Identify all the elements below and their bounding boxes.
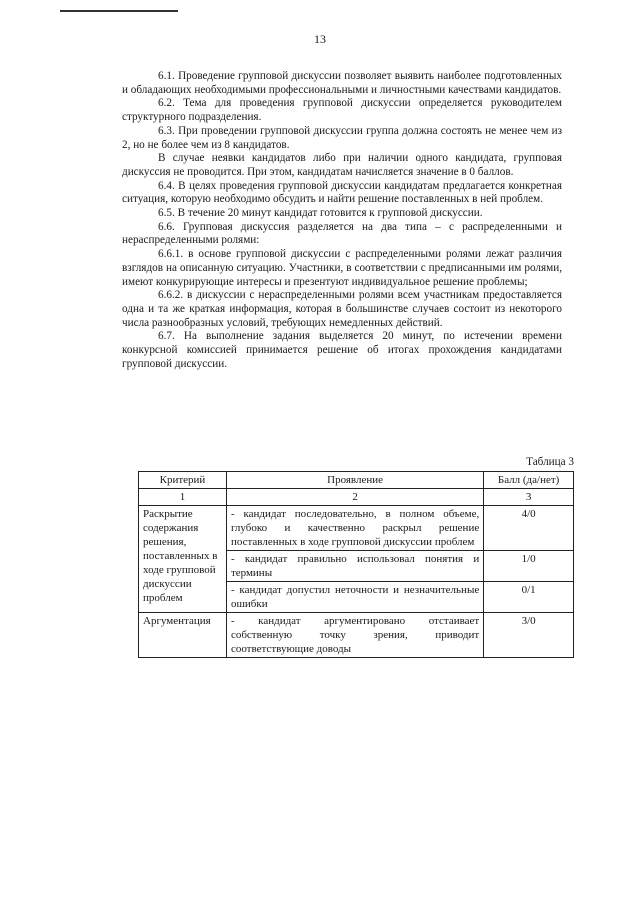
paragraph-6-6: 6.6. Групповая дискуссия разделяется на два типа – с распределенными и нераспределенными ролями:	[122, 220, 562, 247]
paragraph-6-3: 6.3. При проведении групповой дискуссии группа должна состоять не менее чем из 2, но не более чем из 8 кандидатов.	[122, 124, 562, 151]
top-rule	[60, 10, 178, 12]
table-header-row	[139, 472, 574, 489]
criterion-cell: Аргументация	[139, 613, 227, 658]
criteria-table	[138, 471, 574, 658]
manifestation-cell: - кандидат последовательно, в полном объеме, глубоко и качественно раскрыл решение поставленных в ходе групповой дискуссии проблем	[226, 506, 483, 551]
score-cell: 4/0	[484, 506, 574, 551]
score-cell: 1/0	[484, 551, 574, 582]
page-number: 13	[314, 32, 326, 46]
table-column-numbers-row	[139, 489, 574, 506]
column-number: 2	[226, 489, 483, 506]
table-row	[139, 613, 574, 658]
body-text	[122, 70, 562, 371]
manifestation-cell: - кандидат допустил неточности и незначительные ошибки	[226, 582, 483, 613]
header-manifestation: Проявление	[226, 472, 483, 489]
column-number: 1	[139, 489, 227, 506]
score-cell: 3/0	[484, 613, 574, 658]
paragraph-6-7: 6.7. На выполнение задания выделяется 20 минут, по истечении времени конкурсной комиссией принимается решение об итогах прохождения кандидатами групповой дискуссии.	[122, 330, 562, 370]
table-caption: Таблица 3	[526, 456, 574, 468]
manifestation-cell: - кандидат правильно использовал понятия и термины	[226, 551, 483, 582]
paragraph-6-3-note: В случае неявки кандидатов либо при наличии одного кандидата, групповая дискуссия не проводится. При этом, кандидатам начисляется значение в 0 баллов.	[122, 152, 562, 178]
paragraph-6-1: 6.1. Проведение групповой дискуссии позволяет выявить наиболее подготовленных и обладающих необходимыми профессиональными и личностными качествами кандидатов.	[122, 70, 562, 96]
paragraph-6-6-1: 6.6.1. в основе групповой дискуссии с распределенными ролями лежат различия взглядов на описанную ситуацию. Участники, в соответствии с предписанными им ролями, имеют конкурирующие интересы и презентуют индивидуальное решение проблемы;	[122, 248, 562, 288]
table-row	[139, 506, 574, 551]
header-score: Балл (да/нет)	[484, 472, 574, 489]
column-number: 3	[484, 489, 574, 506]
paragraph-6-5: 6.5. В течение 20 минут кандидат готовится к групповой дискуссии.	[158, 207, 483, 220]
criterion-cell: Раскрытие содержания решения, поставленных в ходе групповой дискуссии проблем	[139, 506, 227, 613]
paragraph-6-2: 6.2. Тема для проведения групповой дискуссии определяется руководителем структурного подразделения.	[122, 97, 562, 124]
manifestation-cell: - кандидат аргументировано отстаивает собственную точку зрения, приводит соответствующие доводы	[226, 613, 483, 658]
header-criterion: Критерий	[139, 472, 227, 489]
score-cell: 0/1	[484, 582, 574, 613]
paragraph-6-4: 6.4. В целях проведения групповой дискуссии кандидатам предлагается конкретная ситуация, которую необходимо обсудить и найти решение поставленных в ней проблем.	[122, 179, 562, 206]
paragraph-6-6-2: 6.6.2. в дискуссии с нераспределенными ролями всем участникам предоставляется одна и та же краткая информация, которая в большинстве случаев состоит из некоторого числа разнообразных условий, требующих немедленных действий.	[122, 289, 562, 329]
